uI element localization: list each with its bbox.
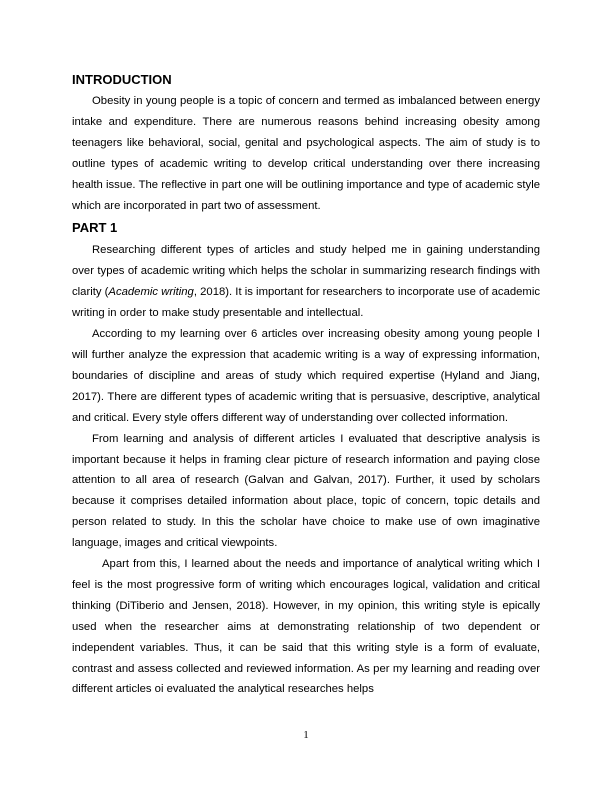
section-heading-part-1: PART 1 xyxy=(72,220,118,236)
paragraph xyxy=(72,240,540,324)
page-number: 1 xyxy=(303,729,309,741)
paragraph: Apart from this, I learned about the needs and importance of analytical writing which I feel is the most progressive form of writing which encourages logical, validation and critical thinking (DiTiberio and Jensen, 2018). However, in my opinion, this writing style is epically used when the researcher aims at demonstrating relationship of two dependent or independent variables. Thus, it can be said that this writing style is a form of evaluate, contrast and assess collected and reviewed information. As per my learning and reading over different articles oi evaluated the analytical researches helps xyxy=(72,558,540,696)
paragraph: According to my learning over 6 articles over increasing obesity among young people I will further analyze the expression that academic writing is a way of expressing information, boundaries of discipline and areas of study which required expertise (Hyland and Jiang, 2017). There are different types of academic writing that is persuasive, descriptive, analytical and critical. Every style offers different way of understanding over collected information. xyxy=(72,328,540,424)
paragraph: From learning and analysis of different articles I evaluated that descriptive analysis is important because it helps in framing clear picture of research information and paying close attention to all area of research (Galvan and Galvan, 2017). Further, it used by scholars because it comprises detailed information about place, topic of concern, topic details and person related to study. In this the scholar have choice to make use of own imaginative language, images and critical viewpoints. xyxy=(72,432,540,550)
document-body xyxy=(72,71,540,700)
section-heading-introduction: INTRODUCTION xyxy=(72,72,172,87)
paragraph-text: Researching different types of articles and study helped me in gaining understanding over types of academic writing which helps the scholar in summarizing research findings with clarity ( xyxy=(72,244,540,299)
citation-italic: Academic writing xyxy=(108,286,194,299)
paragraph: Obesity in young people is a topic of concern and termed as imbalanced between energy intake and expenditure. There are numerous reasons behind increasing obesity among teenagers like behavioral, social, genital and psychological aspects. The aim of study is to outline types of academic writing to develop critical understanding over there increasing health issue. The reflective in part one will be outlining importance and type of academic style which are incorporated in part two of assessment. xyxy=(72,95,540,212)
paragraph-text: , 2018). It is important for researchers to incorporate use of academic writing in order to make study presentable and intellectual. xyxy=(72,286,540,320)
